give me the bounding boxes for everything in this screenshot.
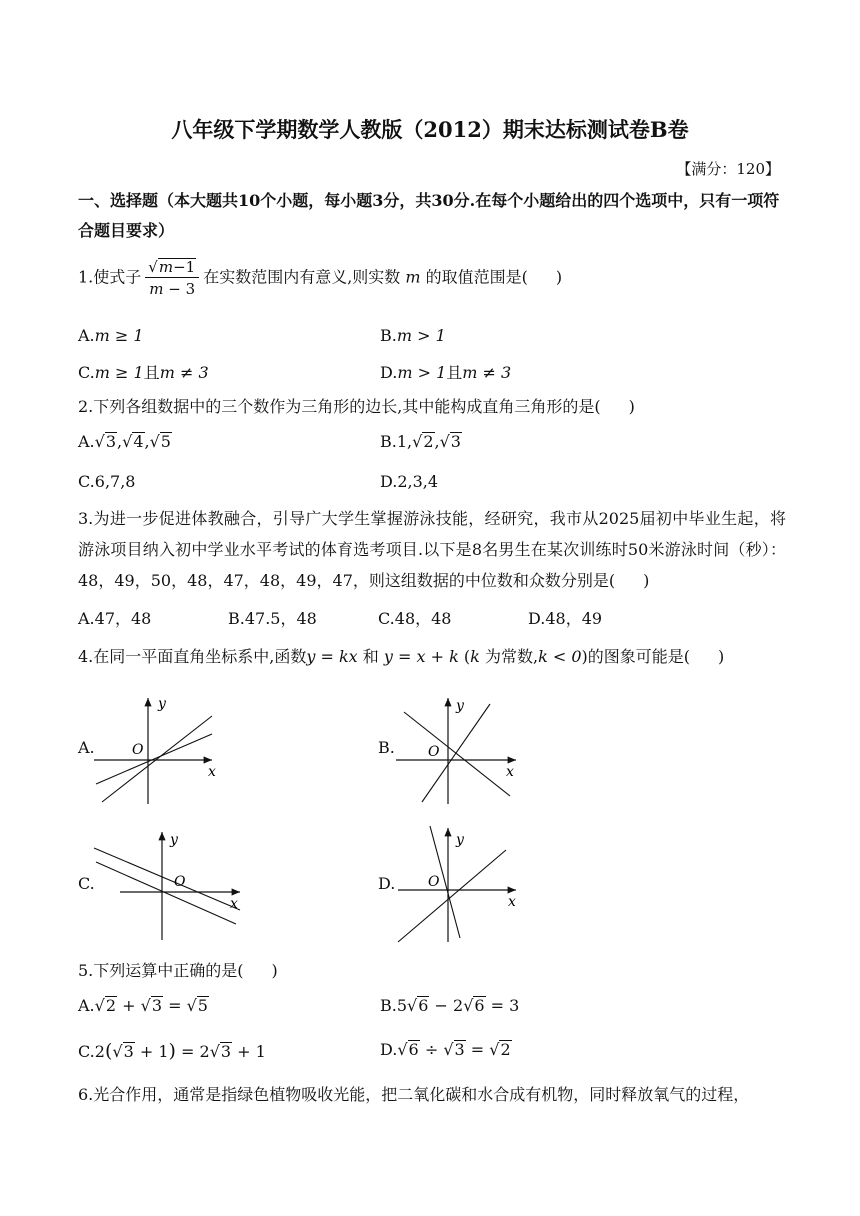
q4-option-b-label[interactable]: B. xyxy=(378,738,395,757)
q5-option-a[interactable]: A.√2 + √3 = √5 xyxy=(78,996,208,1015)
q5-option-c[interactable]: C.2(√3 + 1) = 2√3 + 1 xyxy=(78,1040,266,1062)
q3-option-b[interactable]: B.47.5，48 xyxy=(228,609,317,628)
q4-graph-d[interactable] xyxy=(392,820,528,946)
y-axis-label: y xyxy=(456,698,464,714)
question-5: 5.下列运算中正确的是( ) xyxy=(78,961,278,980)
page-title: 八年级下学期数学人教版（2012）期末达标测试卷B卷 xyxy=(171,117,689,142)
q4-option-d-label[interactable]: D. xyxy=(378,874,396,893)
question-6: 6.光合作用，通常是指绿色植物吸收光能，把二氧化碳和水合成有机物，同时释放氧气的过程， xyxy=(78,1085,750,1104)
origin-label: O xyxy=(428,874,440,890)
question-3: 3.为进一步促进体教融合，引导广大学生掌握游泳技能，经研究，我市从2025届初中毕业生起，将游泳项目纳入初中学业水平考试的体育选考项目.以下是8名男生在某次训练时50米游泳时间（秒）：48，49，50，48，47，48，49，47，则这组数据的中位数和众数分别是( ) xyxy=(78,509,786,590)
q1-option-d[interactable]: D.m > 1且m ≠ 3 xyxy=(380,363,512,382)
q5-option-b[interactable]: B.5√6 − 2√6 = 3 xyxy=(380,996,520,1015)
q2-option-b[interactable]: B.1,√2,√3 xyxy=(380,432,461,451)
y-axis-label: y xyxy=(456,832,464,848)
y-axis-label: y xyxy=(170,832,178,848)
q3-option-d[interactable]: D.48，49 xyxy=(528,609,603,628)
question-4: 4.在同一平面直角坐标系中,函数y = kx 和 y = x + k (k 为常数,k < 0)的图象可能是( ) xyxy=(78,647,725,666)
x-axis-label: x xyxy=(508,894,516,910)
question-2: 2.下列各组数据中的三个数作为三角形的边长,其中能构成直角三角形的是( ) xyxy=(78,397,635,416)
q4-graph-c[interactable] xyxy=(90,828,250,944)
question-1: 1.使式子 $\frac{√m-1}{m - 3}$ 在实数范围内有意义,则实数 m 的取值范围是( ) xyxy=(78,258,563,298)
q4-graph-a[interactable] xyxy=(88,692,228,808)
origin-label: O xyxy=(174,874,186,890)
section-heading: 一、选择题（本大题共10个小题，每小题3分，共30分.在每个小题给出的四个选项中，只有一项符合题目要求） xyxy=(78,191,780,240)
x-axis-label: x xyxy=(208,764,216,780)
q4-graph-b[interactable] xyxy=(392,692,528,808)
origin-label: O xyxy=(428,744,440,760)
q3-option-c[interactable]: C.48，48 xyxy=(378,609,452,628)
x-axis-label: x xyxy=(230,896,238,912)
q1-option-c[interactable]: C.m ≥ 1且m ≠ 3 xyxy=(78,363,209,382)
q5-option-d[interactable]: D.√6 ÷ √3 = √2 xyxy=(380,1040,511,1059)
q4-option-a-label[interactable]: A. xyxy=(78,738,95,757)
fraction: $\frac{√m-1}{m - 3}$ xyxy=(145,258,199,298)
origin-label: O xyxy=(132,742,144,758)
q1-option-a[interactable]: A.m ≥ 1 xyxy=(78,326,144,345)
y-axis-label: y xyxy=(158,696,166,712)
x-axis-label: x xyxy=(506,764,514,780)
full-score: 【满分：120】 xyxy=(676,160,780,178)
q1-option-b[interactable]: B.m > 1 xyxy=(380,326,446,345)
q4-option-c-label[interactable]: C. xyxy=(78,874,95,893)
q2-option-a[interactable]: A.√3,√4,√5 xyxy=(78,432,171,451)
q3-option-a[interactable]: A.47，48 xyxy=(78,609,152,628)
q2-option-c[interactable]: C.6,7,8 xyxy=(78,472,136,491)
q2-option-d[interactable]: D.2,3,4 xyxy=(380,472,439,491)
